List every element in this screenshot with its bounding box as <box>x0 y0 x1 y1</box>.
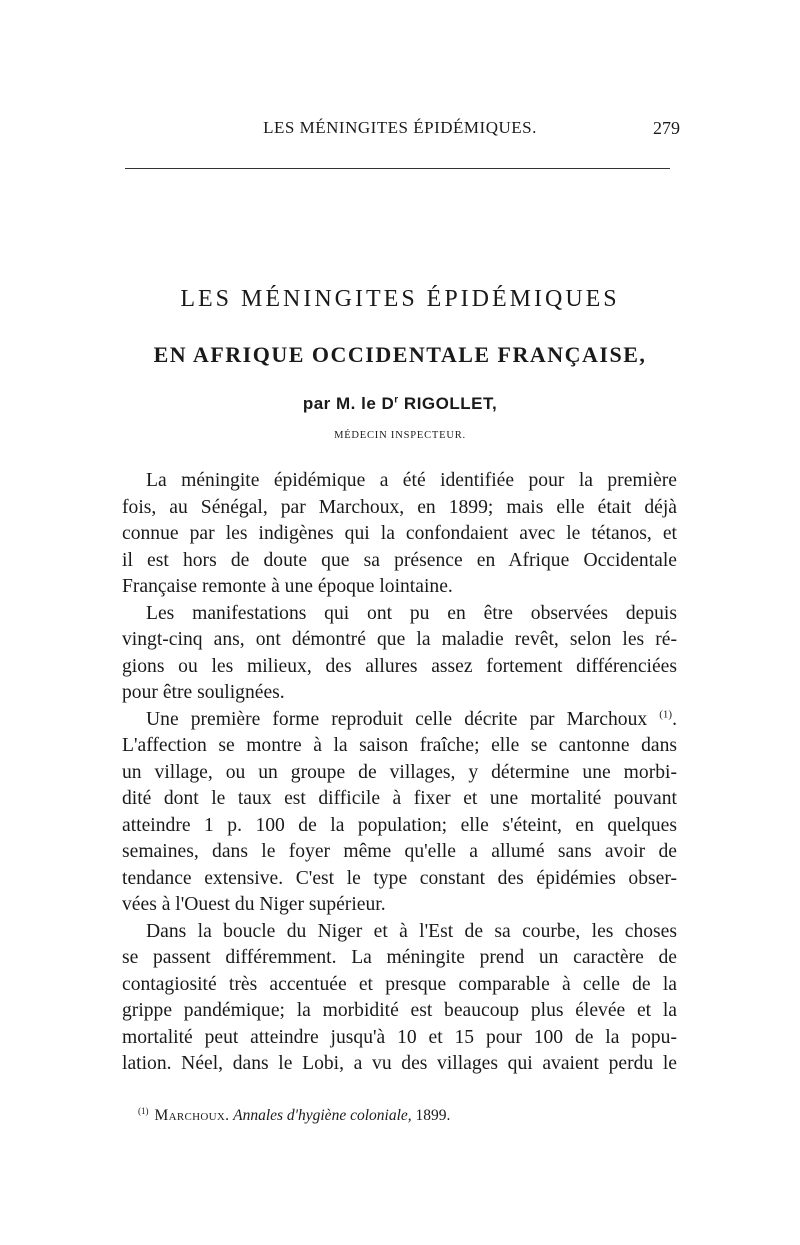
body-line: vingt-cinq ans, ont démontré que la maladie revêt, selon les ré- <box>122 629 677 650</box>
body-line: gions ou les milieux, des allures assez fortement différenciées <box>122 655 677 677</box>
footnote-reference-tail: . <box>672 708 677 730</box>
body-line: pour être soulignées. <box>122 682 285 703</box>
body-line: L'affection se montre à la saison fraîche; elle se cantonne dans <box>122 735 677 756</box>
body-line: La méningite épidémique a été identifiée pour la première <box>146 470 677 491</box>
body-line: tendance extensive. C'est le type constant des épidémies obser- <box>122 867 677 889</box>
body-line: semaines, dans le foyer même qu'elle a allumé sans avoir de <box>122 841 677 862</box>
body-line: fois, au Sénégal, par Marchoux, en 1899; mais elle était déjà <box>122 496 677 518</box>
byline-prefix: par M. le D <box>302 394 395 413</box>
author-role: MÉDECIN INSPECTEUR. <box>334 430 466 441</box>
body-text <box>122 468 677 1078</box>
body-line: un village, ou un groupe de villages, y détermine une morbi- <box>122 761 677 783</box>
body-line-text: Une première forme reproduit celle décrite par Marchoux <box>146 708 648 730</box>
byline-author-name: RIGOLLET, <box>398 394 498 413</box>
body-line: il est hors de doute que sa présence en Afrique Occidentale <box>122 549 677 571</box>
footnote-author: Marchoux. <box>154 1107 230 1125</box>
body-line: atteindre 1 p. 100 de la population; elle s'éteint, en quelques <box>122 814 677 836</box>
byline <box>0 394 800 414</box>
body-line: Dans la boucle du Niger et à l'Est de sa courbe, les choses <box>146 920 677 942</box>
footnote-journal: Annales d'hygiène coloniale, <box>233 1107 412 1125</box>
header-rule <box>125 168 670 169</box>
body-line: mortalité peut atteindre jusqu'à 10 et 15 pour 100 de la popu- <box>122 1026 677 1048</box>
body-line: contagiosité très accentuée et presque comparable à celle de la <box>122 973 677 995</box>
body-line: lation. Néel, dans le Lobi, a vu des villages qui avaient perdu le <box>122 1053 677 1074</box>
footnote-mark: (1) <box>138 1106 149 1116</box>
byline-superscript: r <box>394 394 399 406</box>
page-number: 279 <box>653 118 680 138</box>
body-line: grippe pandémique; la morbidité est beaucoup plus élevée et la <box>122 1000 677 1021</box>
running-head <box>120 118 680 142</box>
body-line: vées à l'Ouest du Niger supérieur. <box>122 894 386 915</box>
article-title-line-1: LES MÉNINGITES ÉPIDÉMIQUES <box>180 286 620 312</box>
body-line: Française remonte à une époque lointaine. <box>122 576 453 597</box>
footnote-reference: (1) <box>659 707 673 720</box>
article-title-line-2: EN AFRIQUE OCCIDENTALE FRANÇAISE, <box>153 342 647 367</box>
body-line: connue par les indigènes qui la confondaient avec le tétanos, et <box>122 523 677 544</box>
body-line-with-footnote <box>122 707 677 734</box>
footnote <box>138 1106 678 1125</box>
running-title: LES MÉNINGITES ÉPIDÉMIQUES. <box>263 118 537 137</box>
body-line: se passent différemment. La méningite prend un caractère de <box>122 947 677 968</box>
body-line: Les manifestations qui ont pu en être observées depuis <box>146 602 677 624</box>
footnote-year: 1899. <box>415 1107 451 1125</box>
body-line: dité dont le taux est difficile à fixer et une mortalité pouvant <box>122 788 677 809</box>
